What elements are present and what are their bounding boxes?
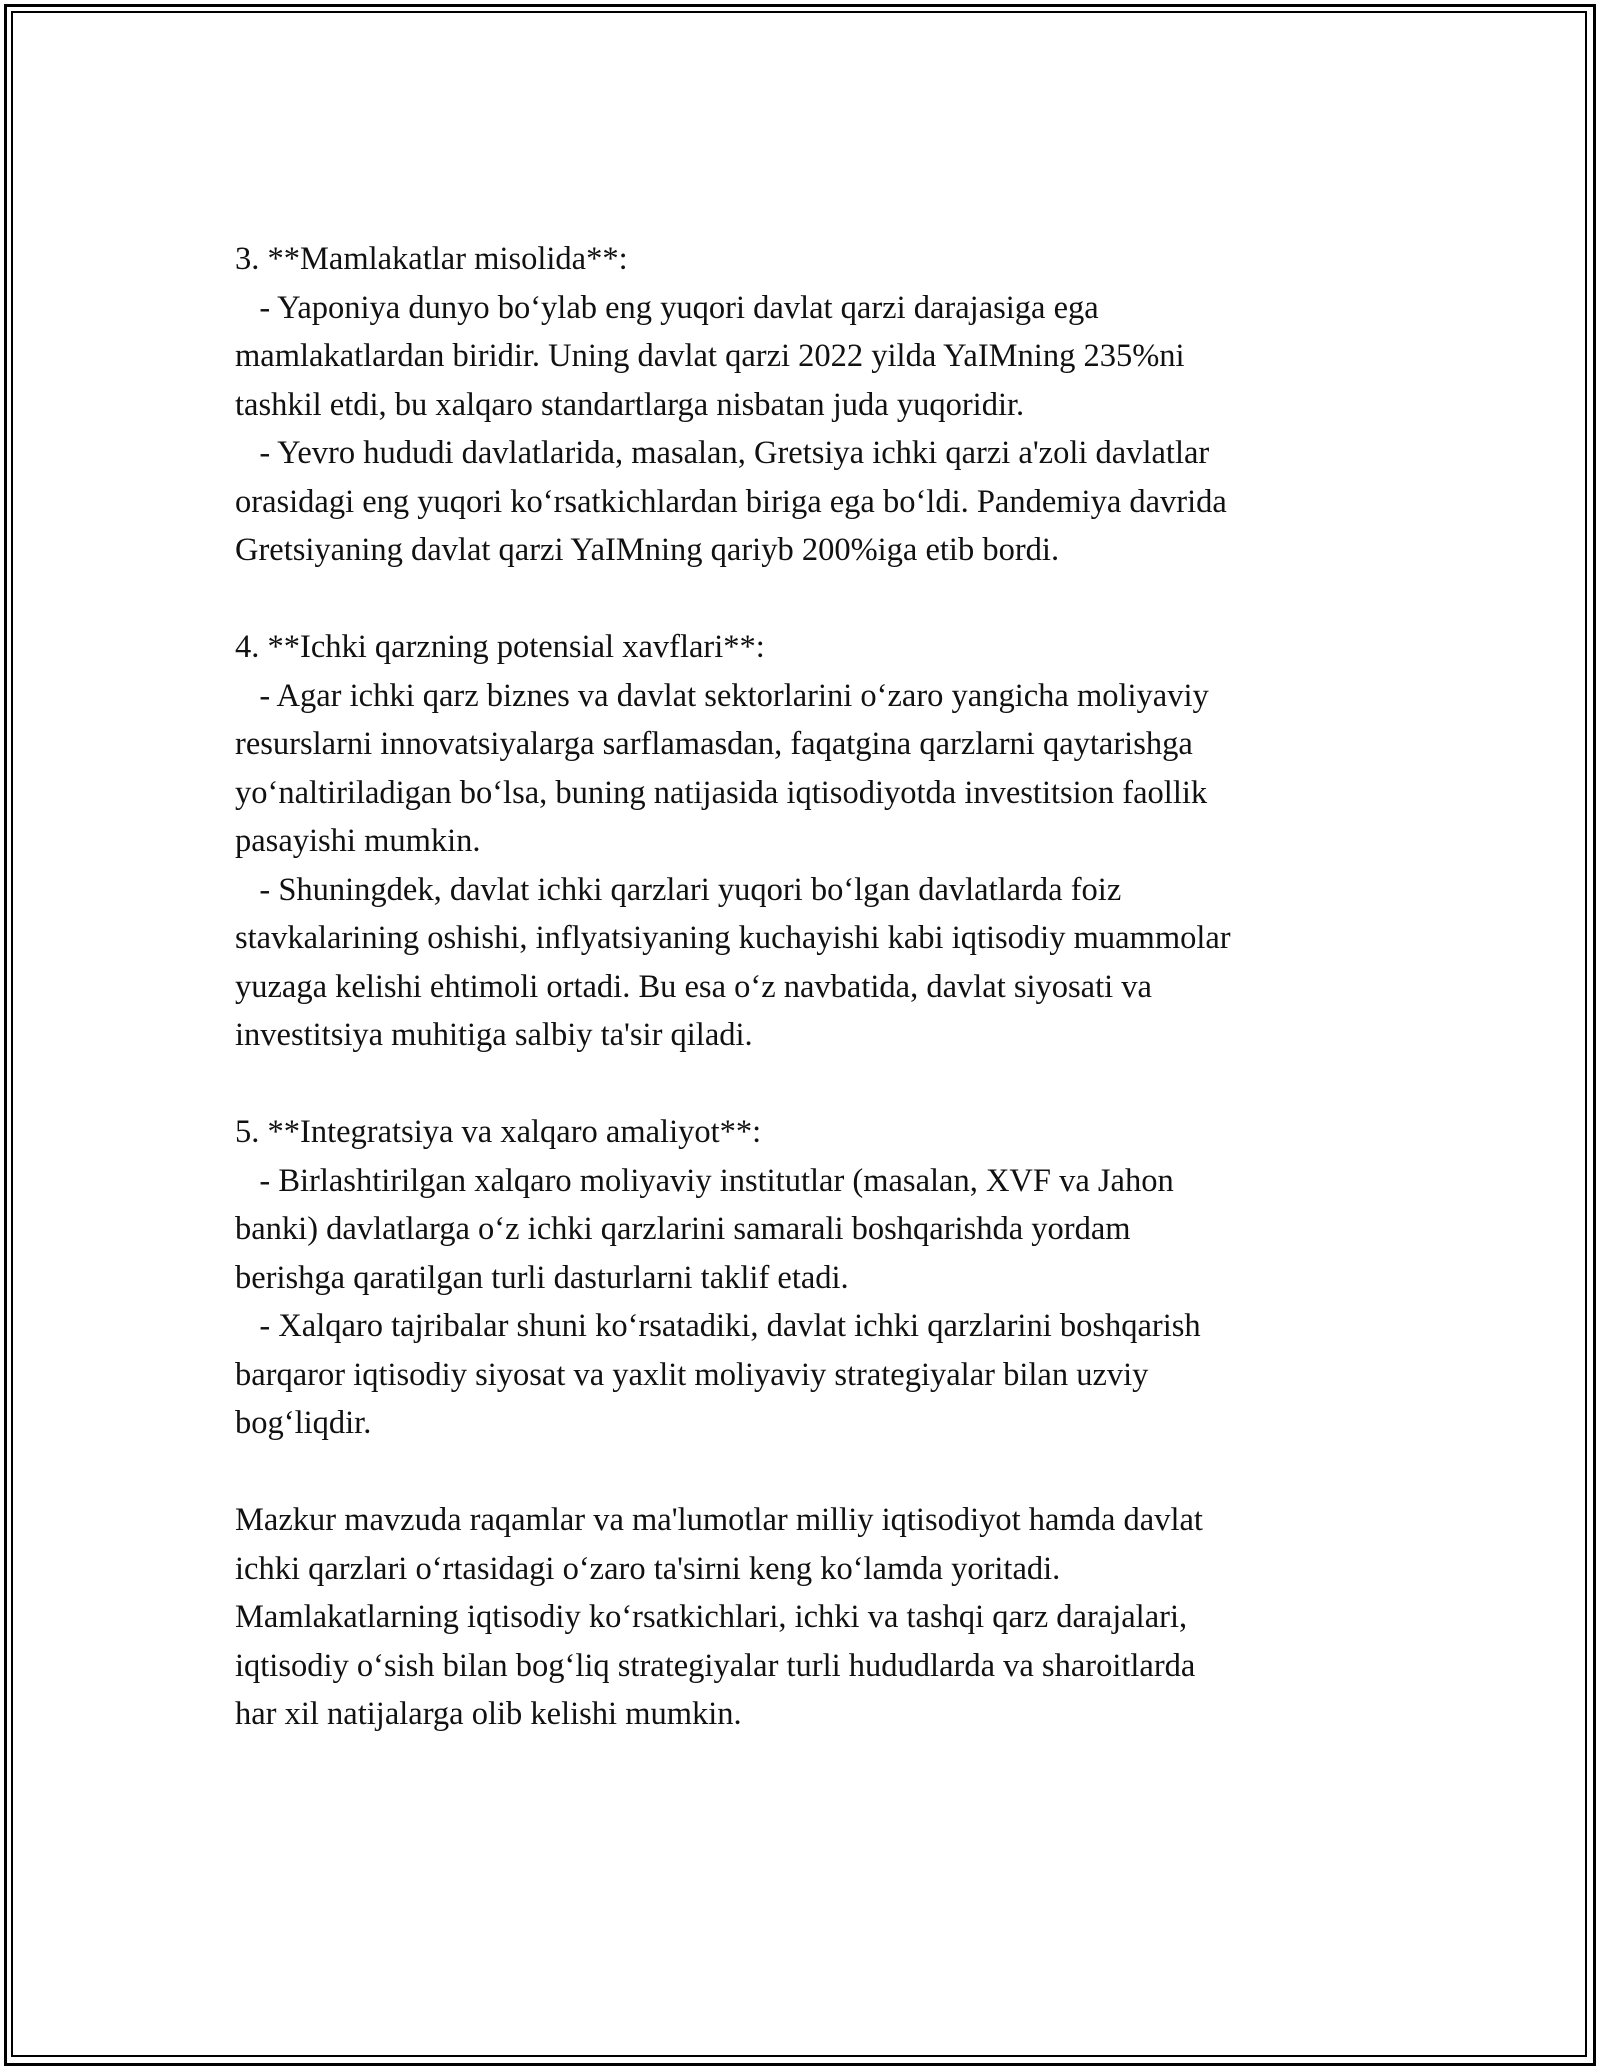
section-integratsiya: [235, 1108, 1395, 1448]
paragraph-gap: [235, 1448, 1395, 1497]
text-line: Mazkur mavzuda raqamlar va ma'lumotlar milliy iqtisodiyot hamda davlat: [235, 1502, 1203, 1538]
paragraph-gap: [235, 575, 1395, 624]
text-line: banki) davlatlarga o‘z ichki qarzlarini samarali boshqarishda yordam: [235, 1211, 1131, 1247]
text-line: yo‘naltiriladigan bo‘lsa, buning natijasida iqtisodiyotda investitsion faollik: [235, 774, 1208, 811]
text-line: - Agar ichki qarz biznes va davlat sektorlarini o‘zaro yangicha moliyaviy: [235, 677, 1209, 714]
paragraph-gap: [235, 1060, 1395, 1109]
document-body: [235, 235, 1395, 1739]
section-potensial-xavflar: [235, 623, 1395, 1060]
text-line: investitsiya muhitiga salbiy ta'sir qiladi.: [235, 1017, 753, 1053]
text-line: resurslarni innovatsiyalarga sarflamasdan, faqatgina qarzlarni qaytarishga: [235, 726, 1193, 762]
text-line: barqaror iqtisodiy siyosat va yaxlit moliyaviy strategiyalar bilan uzviy: [235, 1356, 1149, 1393]
section-heading: 5. **Integratsiya va xalqaro amaliyot**:: [235, 1114, 762, 1150]
text-line: tashkil etdi, bu xalqaro standartlarga nisbatan juda yuqoridir.: [235, 386, 1025, 423]
text-line: pasayishi mumkin.: [235, 823, 481, 859]
text-line: har xil natijalarga olib kelishi mumkin.: [235, 1696, 742, 1732]
section-conclusion: [235, 1496, 1395, 1739]
text-line: orasidagi eng yuqori ko‘rsatkichlardan biriga ega bo‘ldi. Pandemiya davrida: [235, 483, 1227, 520]
text-line: bog‘liqdir.: [235, 1405, 372, 1441]
text-line: Gretsiyaning davlat qarzi YaIMning qariyb 200%iga etib bordi.: [235, 532, 1060, 568]
text-line: yuzaga kelishi ehtimoli ortadi. Bu esa o‘z navbatida, davlat siyosati va: [235, 968, 1152, 1005]
text-line: mamlakatlardan biridir. Uning davlat qarzi 2022 yilda YaIMning 235%ni: [235, 338, 1185, 374]
text-line: iqtisodiy o‘sish bilan bog‘liq strategiyalar turli hududlarda va sharoitlarda: [235, 1647, 1196, 1684]
text-line: - Shuningdek, davlat ichki qarzlari yuqori bo‘lgan davlatlarda foiz: [235, 871, 1122, 908]
text-line: - Xalqaro tajribalar shuni ko‘rsatadiki, davlat ichki qarzlarini boshqarish: [235, 1308, 1201, 1344]
section-heading: 3. **Mamlakatlar misolida**:: [235, 241, 628, 277]
text-line: Mamlakatlarning iqtisodiy ko‘rsatkichlari, ichki va tashqi qarz darajalari,: [235, 1599, 1188, 1635]
text-line: berishga qaratilgan turli dasturlarni taklif etadi.: [235, 1259, 849, 1296]
section-heading: 4. **Ichki qarzning potensial xavflari**:: [235, 629, 765, 665]
text-line: stavkalarining oshishi, inflyatsiyaning kuchayishi kabi iqtisodiy muammolar: [235, 920, 1231, 956]
section-mamlakatlar-misolida: [235, 235, 1395, 575]
text-line: ichki qarzlari o‘rtasidagi o‘zaro ta'sirni keng ko‘lamda yoritadi.: [235, 1550, 1061, 1587]
text-line: - Yaponiya dunyo bo‘ylab eng yuqori davlat qarzi darajasiga ega: [235, 289, 1099, 326]
text-line: - Yevro hududi davlatlarida, masalan, Gretsiya ichki qarzi a'zoli davlatlar: [235, 435, 1210, 471]
text-line: - Birlashtirilgan xalqaro moliyaviy institutlar (masalan, XVF va Jahon: [235, 1162, 1174, 1199]
